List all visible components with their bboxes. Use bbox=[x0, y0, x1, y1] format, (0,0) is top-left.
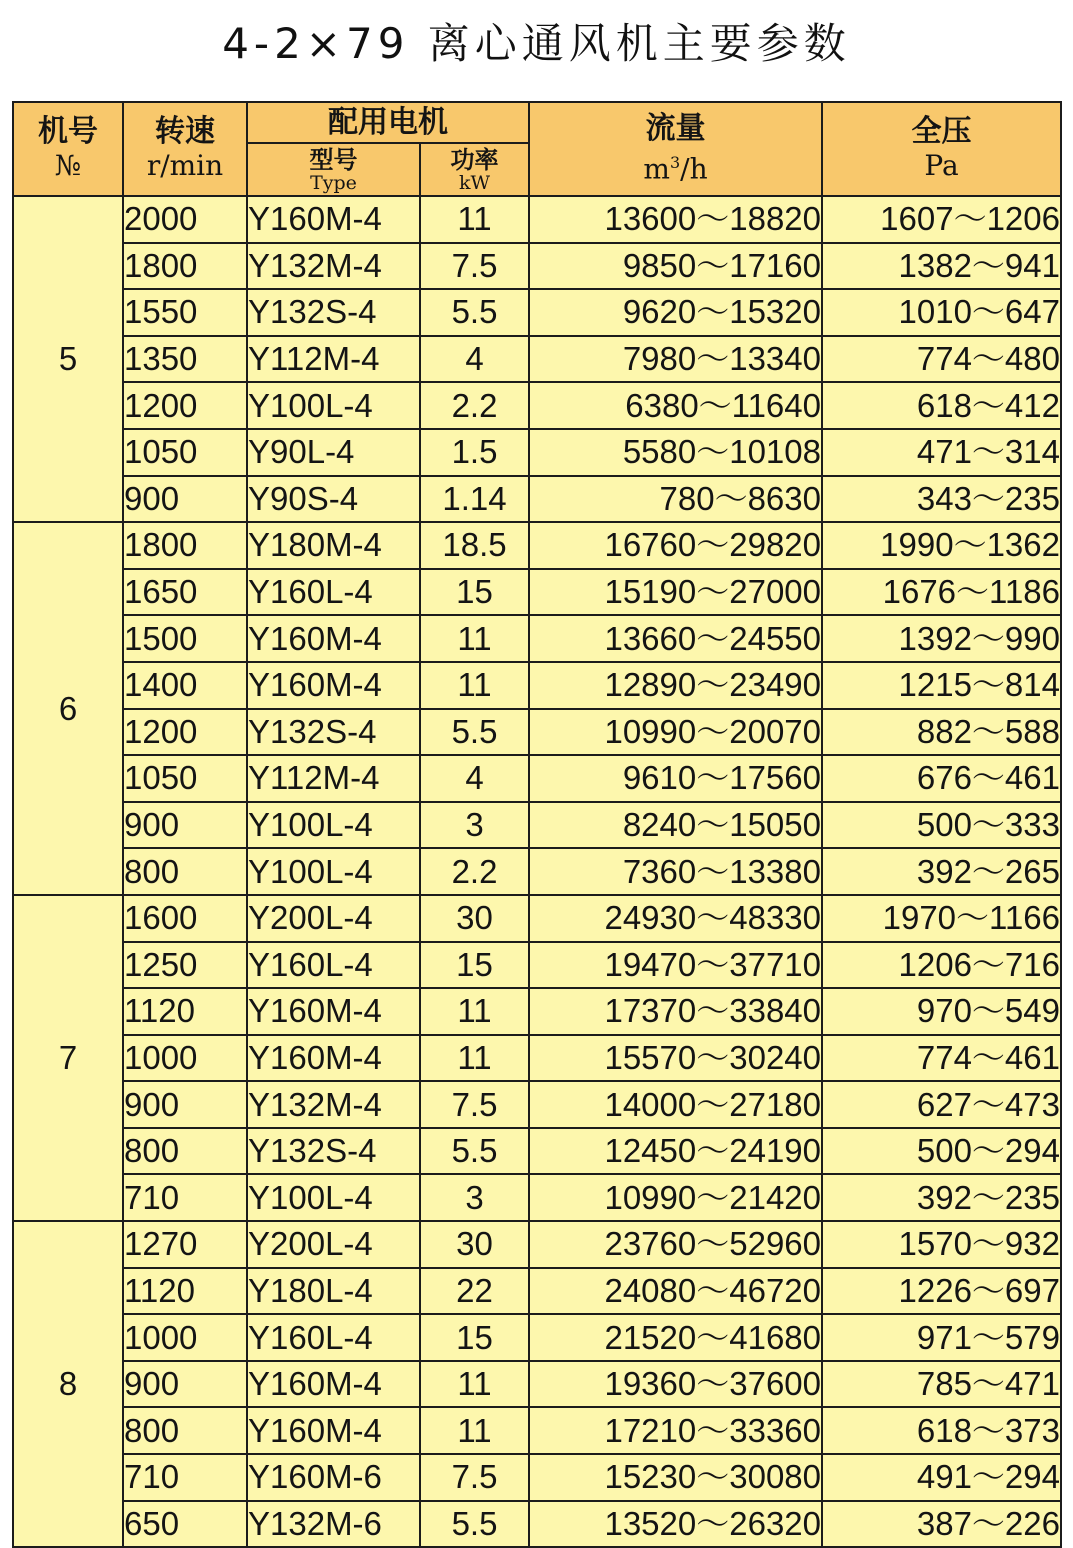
speed-cell: 1250 bbox=[123, 942, 247, 989]
flow-cell: 8240～15050 bbox=[529, 802, 822, 849]
fan-parameter-table bbox=[12, 101, 1062, 1548]
motor-type-cell: Y160M-4 bbox=[247, 196, 420, 243]
power-cell: 11 bbox=[420, 988, 529, 1035]
table-body bbox=[13, 196, 1061, 1547]
motor-type-cell: Y160L-4 bbox=[247, 942, 420, 989]
motor-type-cell: Y160M-4 bbox=[247, 662, 420, 709]
pressure-cell: 392～235 bbox=[822, 1174, 1061, 1221]
header-motor-type bbox=[247, 143, 420, 196]
pressure-cell: 627～473 bbox=[822, 1081, 1061, 1128]
pressure-cell: 971～579 bbox=[822, 1314, 1061, 1361]
motor-type-cell: Y160M-6 bbox=[247, 1454, 420, 1501]
pressure-cell: 1607～1206 bbox=[822, 196, 1061, 243]
power-cell: 5.5 bbox=[420, 289, 529, 336]
flow-cell: 12450～24190 bbox=[529, 1128, 822, 1175]
pressure-cell: 500～294 bbox=[822, 1128, 1061, 1175]
header-flow-cn: 流量 bbox=[645, 110, 706, 146]
speed-cell: 1400 bbox=[123, 662, 247, 709]
header-motor-type-en: Type bbox=[310, 171, 357, 194]
power-cell: 11 bbox=[420, 1361, 529, 1408]
pressure-cell: 1010～647 bbox=[822, 289, 1061, 336]
motor-type-cell: Y132M-4 bbox=[247, 1081, 420, 1128]
pressure-cell: 785～471 bbox=[822, 1361, 1061, 1408]
flow-cell: 13600～18820 bbox=[529, 196, 822, 243]
pressure-cell: 1676～1186 bbox=[822, 569, 1061, 616]
table-row bbox=[13, 895, 1061, 942]
speed-cell: 710 bbox=[123, 1174, 247, 1221]
flow-cell: 9850～17160 bbox=[529, 243, 822, 290]
power-cell: 15 bbox=[420, 1314, 529, 1361]
power-cell: 11 bbox=[420, 662, 529, 709]
flow-cell: 16760～29820 bbox=[529, 522, 822, 569]
power-cell: 3 bbox=[420, 802, 529, 849]
motor-type-cell: Y132S-4 bbox=[247, 709, 420, 756]
pressure-cell: 1206～716 bbox=[822, 942, 1061, 989]
table-row bbox=[13, 755, 1061, 802]
motor-type-cell: Y160L-4 bbox=[247, 1314, 420, 1361]
flow-cell: 5580～10108 bbox=[529, 429, 822, 476]
motor-type-cell: Y180M-4 bbox=[247, 522, 420, 569]
pressure-cell: 491～294 bbox=[822, 1454, 1061, 1501]
motor-type-cell: Y160M-4 bbox=[247, 988, 420, 1035]
pressure-cell: 1392～990 bbox=[822, 615, 1061, 662]
speed-cell: 800 bbox=[123, 848, 247, 895]
flow-cell: 21520～41680 bbox=[529, 1314, 822, 1361]
speed-cell: 1270 bbox=[123, 1221, 247, 1268]
flow-cell: 14000～27180 bbox=[529, 1081, 822, 1128]
flow-cell: 24080～46720 bbox=[529, 1268, 822, 1315]
pressure-cell: 471～314 bbox=[822, 429, 1061, 476]
header-flow bbox=[529, 102, 822, 196]
table-row bbox=[13, 476, 1061, 523]
motor-type-cell: Y180L-4 bbox=[247, 1268, 420, 1315]
motor-type-cell: Y112M-4 bbox=[247, 755, 420, 802]
flow-cell: 10990～20070 bbox=[529, 709, 822, 756]
table-row bbox=[13, 848, 1061, 895]
pressure-cell: 343～235 bbox=[822, 476, 1061, 523]
header-speed-cn: 转速 bbox=[155, 114, 215, 149]
header-motor-power-cn: 功率 bbox=[450, 145, 499, 174]
pressure-cell: 500～333 bbox=[822, 802, 1061, 849]
table-row bbox=[13, 1407, 1061, 1454]
pressure-cell: 1215～814 bbox=[822, 662, 1061, 709]
speed-cell: 1120 bbox=[123, 1268, 247, 1315]
flow-cell: 17370～33840 bbox=[529, 988, 822, 1035]
header-motor: 配用电机 bbox=[247, 102, 529, 143]
power-cell: 30 bbox=[420, 1221, 529, 1268]
power-cell: 11 bbox=[420, 196, 529, 243]
table-header bbox=[13, 102, 1061, 196]
pressure-cell: 774～480 bbox=[822, 336, 1061, 383]
header-motor-power-unit: kW bbox=[458, 171, 491, 194]
flow-cell: 9610～17560 bbox=[529, 755, 822, 802]
flow-cell: 23760～52960 bbox=[529, 1221, 822, 1268]
motor-type-cell: Y100L-4 bbox=[247, 382, 420, 429]
motor-type-cell: Y200L-4 bbox=[247, 895, 420, 942]
speed-cell: 900 bbox=[123, 476, 247, 523]
table-row bbox=[13, 243, 1061, 290]
speed-cell: 800 bbox=[123, 1407, 247, 1454]
pressure-cell: 676～461 bbox=[822, 755, 1061, 802]
motor-type-cell: Y132M-6 bbox=[247, 1501, 420, 1548]
header-motor-type-cn: 型号 bbox=[309, 145, 358, 174]
power-cell: 11 bbox=[420, 615, 529, 662]
motor-type-cell: Y90S-4 bbox=[247, 476, 420, 523]
table-row bbox=[13, 1314, 1061, 1361]
table-row bbox=[13, 942, 1061, 989]
flow-cell: 6380～11640 bbox=[529, 382, 822, 429]
speed-cell: 650 bbox=[123, 1501, 247, 1548]
speed-cell: 1600 bbox=[123, 895, 247, 942]
power-cell: 1.14 bbox=[420, 476, 529, 523]
speed-cell: 1050 bbox=[123, 755, 247, 802]
motor-type-cell: Y90L-4 bbox=[247, 429, 420, 476]
flow-cell: 24930～48330 bbox=[529, 895, 822, 942]
motor-type-cell: Y100L-4 bbox=[247, 848, 420, 895]
speed-cell: 710 bbox=[123, 1454, 247, 1501]
table-row bbox=[13, 1081, 1061, 1128]
speed-cell: 800 bbox=[123, 1128, 247, 1175]
power-cell: 7.5 bbox=[420, 1454, 529, 1501]
power-cell: 2.2 bbox=[420, 382, 529, 429]
power-cell: 7.5 bbox=[420, 1081, 529, 1128]
pressure-cell: 774～461 bbox=[822, 1035, 1061, 1082]
flow-cell: 15230～30080 bbox=[529, 1454, 822, 1501]
motor-type-cell: Y100L-4 bbox=[247, 1174, 420, 1221]
header-flow-unit: $m^3/h$ bbox=[643, 152, 708, 186]
table-row bbox=[13, 615, 1061, 662]
speed-cell: 900 bbox=[123, 1081, 247, 1128]
power-cell: 5.5 bbox=[420, 709, 529, 756]
pressure-cell: 1570～932 bbox=[822, 1221, 1061, 1268]
flow-cell: 10990～21420 bbox=[529, 1174, 822, 1221]
power-cell: 22 bbox=[420, 1268, 529, 1315]
speed-cell: 1350 bbox=[123, 336, 247, 383]
table-row bbox=[13, 1361, 1061, 1408]
motor-type-cell: Y160L-4 bbox=[247, 569, 420, 616]
table-row bbox=[13, 1454, 1061, 1501]
power-cell: 5.5 bbox=[420, 1501, 529, 1548]
speed-cell: 1500 bbox=[123, 615, 247, 662]
speed-cell: 900 bbox=[123, 1361, 247, 1408]
motor-type-cell: Y112M-4 bbox=[247, 336, 420, 383]
pressure-cell: 1990～1362 bbox=[822, 522, 1061, 569]
page-title: 4-2×79 离心通风机主要参数 bbox=[222, 19, 851, 68]
table-row bbox=[13, 1128, 1061, 1175]
header-machine-no bbox=[13, 102, 123, 196]
pressure-cell: 1970～1166 bbox=[822, 895, 1061, 942]
pressure-cell: 882～588 bbox=[822, 709, 1061, 756]
table-row bbox=[13, 1501, 1061, 1548]
table-row bbox=[13, 1035, 1061, 1082]
speed-cell: 1200 bbox=[123, 382, 247, 429]
flow-cell: 7980～13340 bbox=[529, 336, 822, 383]
power-cell: 7.5 bbox=[420, 243, 529, 290]
power-cell: 4 bbox=[420, 755, 529, 802]
table-row bbox=[13, 522, 1061, 569]
speed-cell: 1120 bbox=[123, 988, 247, 1035]
speed-cell: 1000 bbox=[123, 1035, 247, 1082]
flow-cell: 17210～33360 bbox=[529, 1407, 822, 1454]
flow-cell: 9620～15320 bbox=[529, 289, 822, 336]
flow-cell: 12890～23490 bbox=[529, 662, 822, 709]
header-machine-no-cn: 机号 bbox=[38, 114, 98, 149]
table-row bbox=[13, 662, 1061, 709]
power-cell: 4 bbox=[420, 336, 529, 383]
flow-cell: 15570～30240 bbox=[529, 1035, 822, 1082]
flow-cell: 7360～13380 bbox=[529, 848, 822, 895]
header-pressure bbox=[822, 102, 1061, 196]
motor-type-cell: Y160M-4 bbox=[247, 1407, 420, 1454]
flow-cell: 780～8630 bbox=[529, 476, 822, 523]
header-pressure-cn: 全压 bbox=[911, 114, 972, 149]
table-row bbox=[13, 382, 1061, 429]
speed-cell: 1050 bbox=[123, 429, 247, 476]
speed-cell: 900 bbox=[123, 802, 247, 849]
header-speed-unit: r/min bbox=[146, 149, 224, 182]
table-row bbox=[13, 569, 1061, 616]
flow-cell: 13660～24550 bbox=[529, 615, 822, 662]
power-cell: 30 bbox=[420, 895, 529, 942]
table-row bbox=[13, 802, 1061, 849]
table-row bbox=[13, 1221, 1061, 1268]
table-row bbox=[13, 1174, 1061, 1221]
machine-no-cell: 5 bbox=[13, 196, 123, 522]
motor-type-cell: Y160M-4 bbox=[247, 1361, 420, 1408]
header-machine-no-en: № bbox=[54, 149, 82, 182]
power-cell: 18.5 bbox=[420, 522, 529, 569]
pressure-cell: 1226～697 bbox=[822, 1268, 1061, 1315]
header-speed bbox=[123, 102, 247, 196]
header-motor-power bbox=[420, 143, 529, 196]
power-cell: 11 bbox=[420, 1407, 529, 1454]
machine-no-cell: 6 bbox=[13, 522, 123, 895]
pressure-cell: 970～549 bbox=[822, 988, 1061, 1035]
motor-type-cell: Y160M-4 bbox=[247, 1035, 420, 1082]
power-cell: 3 bbox=[420, 1174, 529, 1221]
speed-cell: 2000 bbox=[123, 196, 247, 243]
speed-cell: 1550 bbox=[123, 289, 247, 336]
power-cell: 15 bbox=[420, 942, 529, 989]
motor-type-cell: Y100L-4 bbox=[247, 802, 420, 849]
power-cell: 2.2 bbox=[420, 848, 529, 895]
motor-type-cell: Y132S-4 bbox=[247, 289, 420, 336]
machine-no-cell: 8 bbox=[13, 1221, 123, 1547]
table-row bbox=[13, 289, 1061, 336]
speed-cell: 1200 bbox=[123, 709, 247, 756]
table-row bbox=[13, 429, 1061, 476]
pressure-cell: 618～412 bbox=[822, 382, 1061, 429]
pressure-cell: 1382～941 bbox=[822, 243, 1061, 290]
speed-cell: 1000 bbox=[123, 1314, 247, 1361]
flow-cell: 15190～27000 bbox=[529, 569, 822, 616]
flow-cell: 13520～26320 bbox=[529, 1501, 822, 1548]
machine-no-cell: 7 bbox=[13, 895, 123, 1221]
pressure-cell: 387～226 bbox=[822, 1501, 1061, 1548]
power-cell: 1.5 bbox=[420, 429, 529, 476]
table-row bbox=[13, 988, 1061, 1035]
motor-type-cell: Y132S-4 bbox=[247, 1128, 420, 1175]
motor-type-cell: Y200L-4 bbox=[247, 1221, 420, 1268]
motor-type-cell: Y160M-4 bbox=[247, 615, 420, 662]
header-pressure-unit: Pa bbox=[924, 149, 959, 182]
pressure-cell: 392～265 bbox=[822, 848, 1061, 895]
pressure-cell: 618～373 bbox=[822, 1407, 1061, 1454]
table-row bbox=[13, 196, 1061, 243]
table-row bbox=[13, 709, 1061, 756]
power-cell: 15 bbox=[420, 569, 529, 616]
power-cell: 5.5 bbox=[420, 1128, 529, 1175]
table-row bbox=[13, 1268, 1061, 1315]
motor-type-cell: Y132M-4 bbox=[247, 243, 420, 290]
speed-cell: 1650 bbox=[123, 569, 247, 616]
table-row bbox=[13, 336, 1061, 383]
flow-cell: 19470～37710 bbox=[529, 942, 822, 989]
speed-cell: 1800 bbox=[123, 522, 247, 569]
speed-cell: 1800 bbox=[123, 243, 247, 290]
power-cell: 11 bbox=[420, 1035, 529, 1082]
flow-cell: 19360～37600 bbox=[529, 1361, 822, 1408]
